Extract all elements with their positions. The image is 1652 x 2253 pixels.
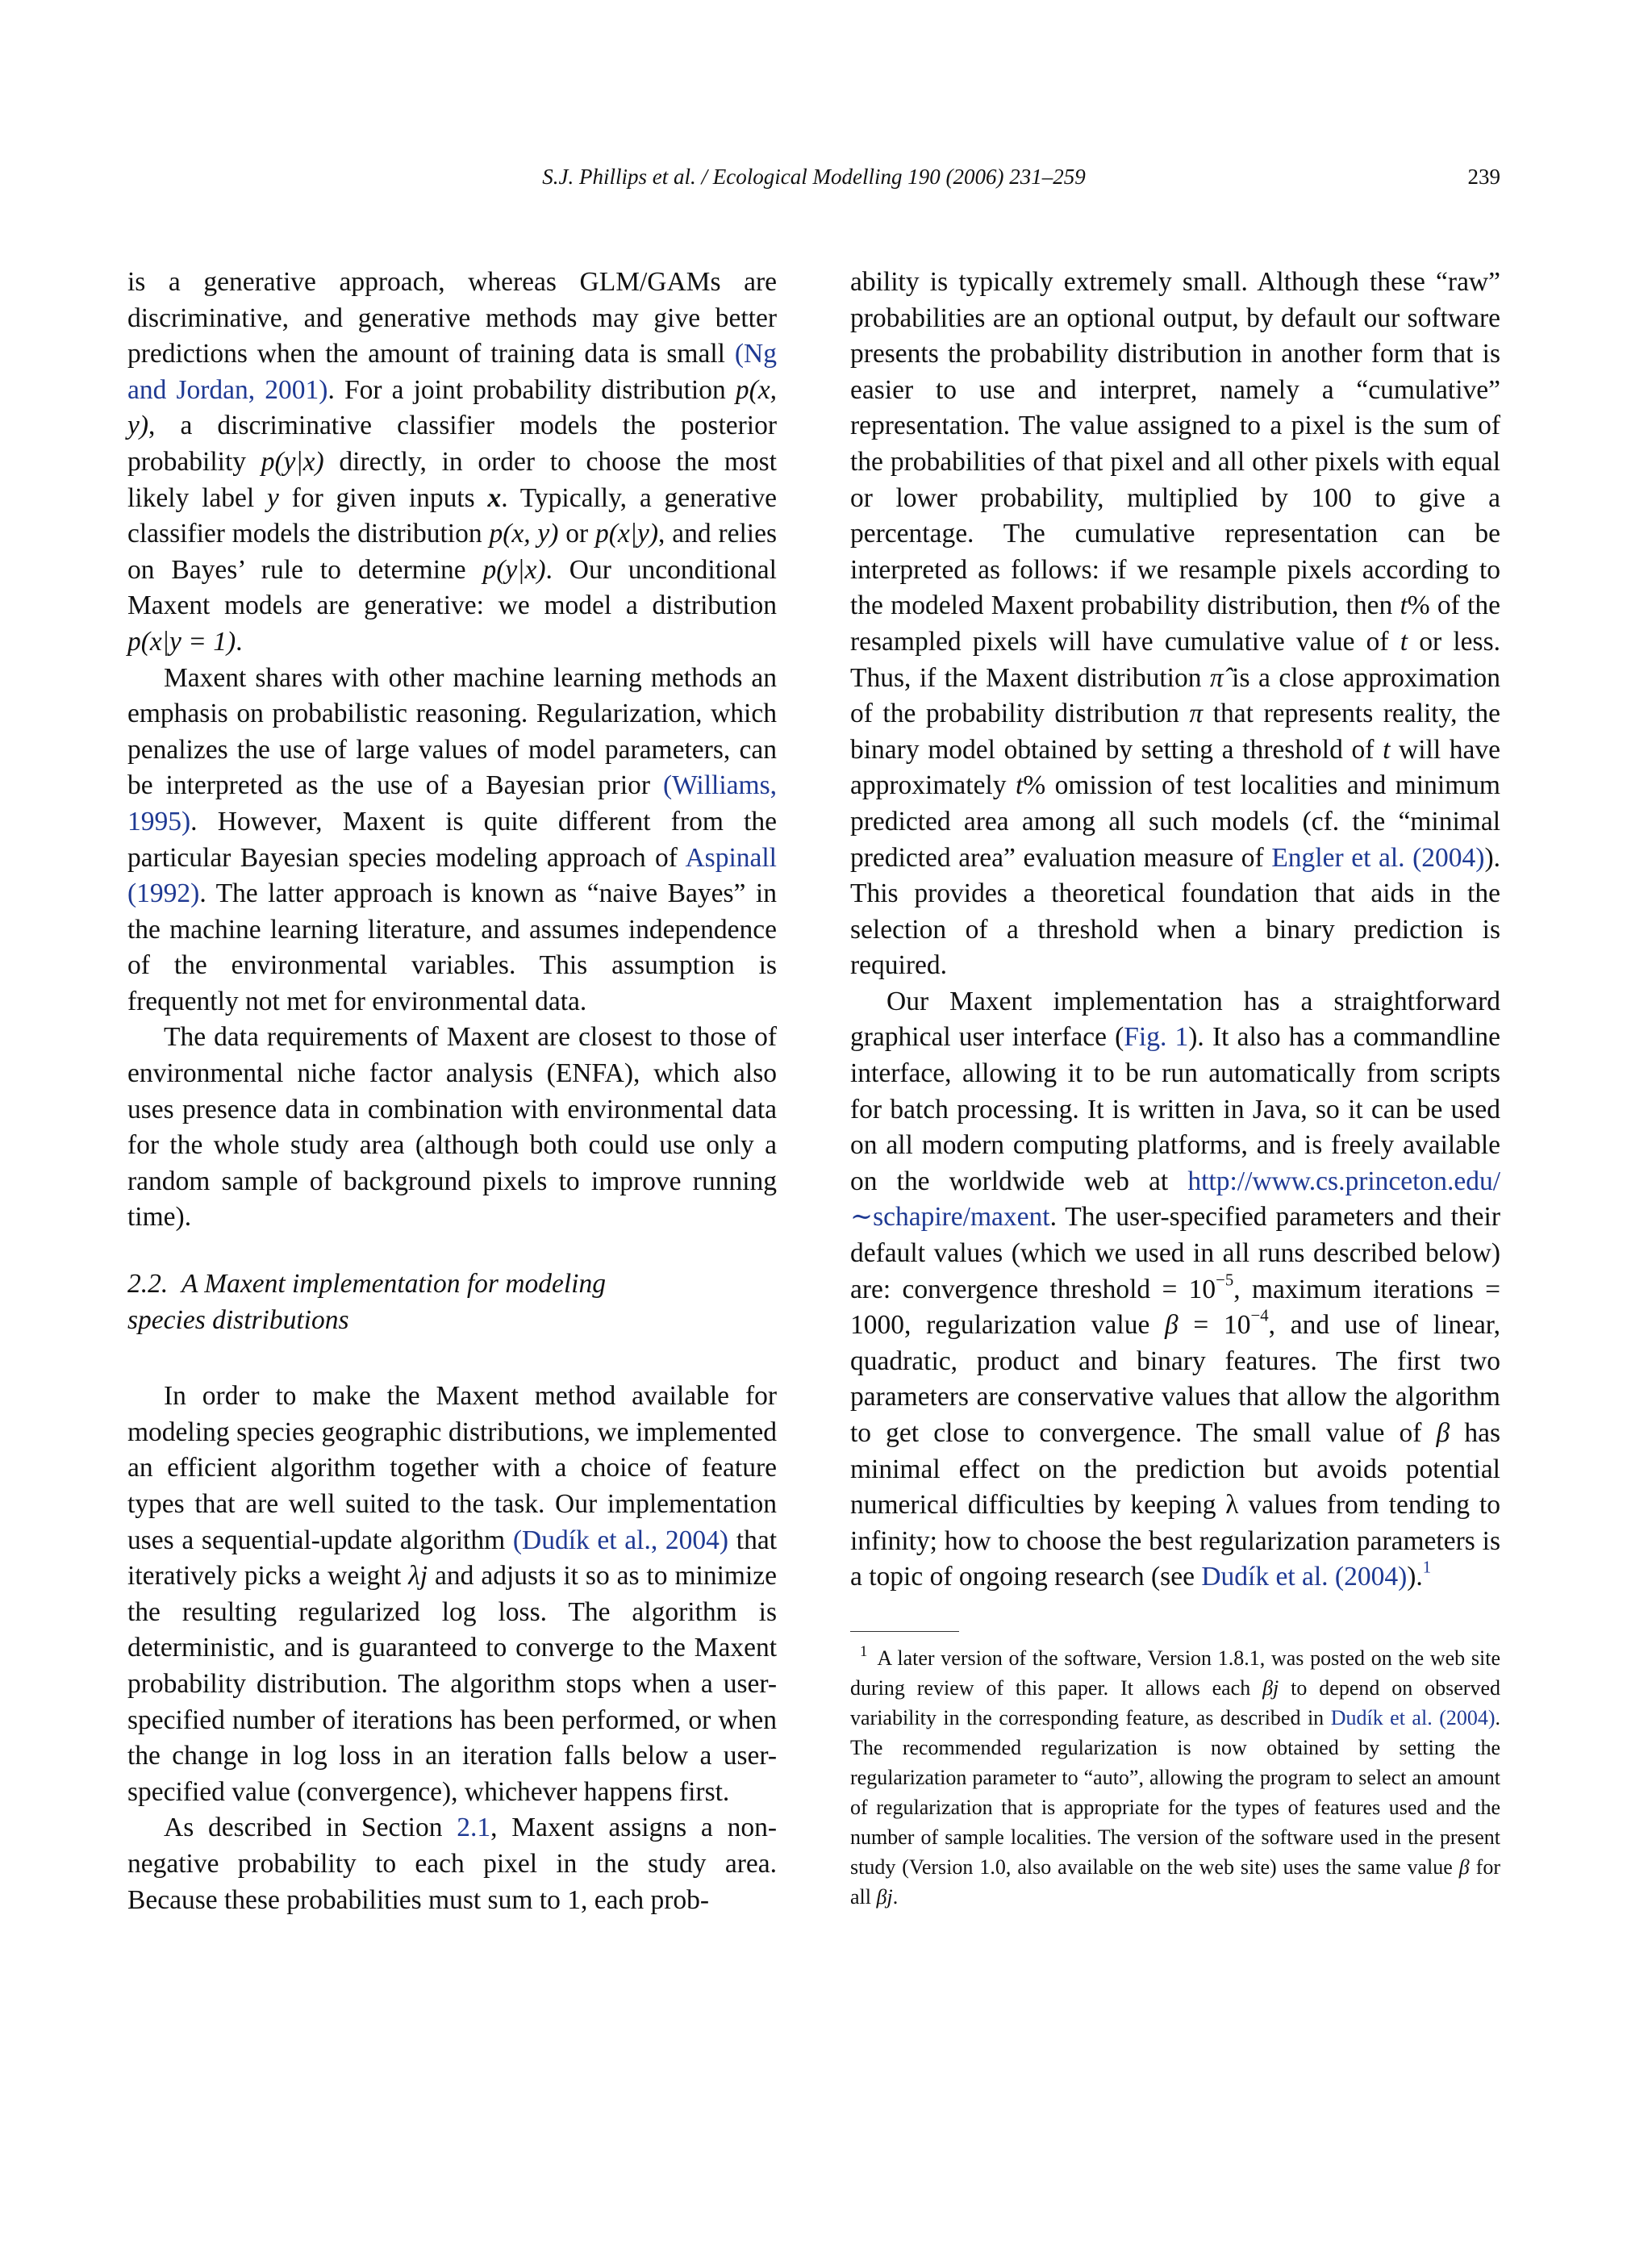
math: t <box>1015 770 1024 801</box>
citation-link[interactable]: Aspinall (1992) <box>127 842 777 909</box>
section-heading: 2.2. A Maxent implementation for modeling species distributions <box>127 1269 606 1335</box>
url-link[interactable]: http://www.cs.princeton.edu/∼schapire/maxent <box>850 1166 1500 1233</box>
math: x <box>487 482 502 513</box>
math: p(x, y) <box>489 519 559 549</box>
math: p(x|y = 1) <box>127 626 236 657</box>
math: y <box>267 482 279 513</box>
math: λj <box>408 1561 428 1592</box>
math: π <box>1189 699 1204 729</box>
math: β <box>1436 1418 1450 1448</box>
math: π̂ <box>1209 662 1224 693</box>
math: p(x, y) <box>127 374 777 441</box>
math: t <box>1400 590 1408 621</box>
paragraph: The data requirements of Maxent are closest to those of environmental niche factor analysis (ENFA), which also uses presence data in combination with environmental data for the whole study area (although both could use only a random sample of background pixels to improve running time). <box>127 1022 777 1233</box>
page-number: 239 <box>1467 165 1500 189</box>
running-title: S.J. Phillips et al. / Ecological Modelling 190 (2006) 231–259 <box>542 165 1086 189</box>
footnote: $^1$ A later version of the software, Version 1.8.1, was posted on the web site during review of this paper. It allows each βj to depend on observed variability in the corresponding feature, as described in Dudík et al. (2004). The recommended regularization is now obtained by setting the regularization parameter to “auto”, allowing the program to select an amount of regularization that is appropriate for the types of features used and the number of sample localities. The version of the software used in the present study (Version 1.0, also available on the web site) uses the same value β for all βj. <box>850 1642 1501 1909</box>
citation-link[interactable]: Engler et al. (2004) <box>1271 842 1485 873</box>
citation-link[interactable]: (Williams, 1995) <box>127 770 777 837</box>
math: β <box>1458 1855 1470 1879</box>
math: p(x|y) <box>595 519 659 549</box>
math: βj <box>1262 1675 1279 1700</box>
right-column <box>850 265 1500 1912</box>
footnote-ref[interactable]: 1 <box>1422 1558 1432 1577</box>
math: βj <box>876 1884 893 1909</box>
math: p(y|x) <box>482 554 546 585</box>
citation-link[interactable]: (Ng and Jordan, 2001) <box>127 339 777 405</box>
left-column <box>127 265 777 1918</box>
paragraph: ability is typically extremely small. Although these “raw” probabilities are an optional output, by default our software presents the probability distribution in another form that is easier to use and interpret, namely a “cumulative” representation. The value assigned to a pixel is the sum of the probabilities of that pixel and all other pixels with equal or lower probability, multiplied by 100 to give a percentage. The cumulative representation can be interpreted as follows: if we resample pixels according to the modeled Maxent probability distribution, then t% of the resampled pixels will have cumulative value of t or less. Thus, if the Maxent distribution π̂ is a close approximation of the probability distribution π that represents reality, the binary model obtained by setting a threshold of t will have approximately t% omission of test localities and minimum predicted area among all such models (cf. the “minimal predicted area” evaluation measure of Engler et al. (2004)). This provides a theoretical foundation that aids in the selection of a threshold when a binary prediction is required. <box>850 267 1501 981</box>
math: p(y|x) <box>261 446 324 477</box>
section-link[interactable]: 2.1 <box>457 1813 491 1843</box>
paragraph: As described in Section 2.1, Maxent assigns a non-negative probability to each pixel in the study area. Because these probabilities must sum to 1, each prob- <box>127 1813 777 1915</box>
footnote-divider <box>850 1631 959 1632</box>
paragraph: In order to make the Maxent method available for modeling species geographic distributions, we implemented an efficient algorithm together with a choice of feature types that are well suited to the task. Our implementation uses a sequential-update algorithm (Dudík et al., 2004) that iteratively picks a weight λj and adjusts it so as to minimize the resulting regularized log loss. The algorithm is deterministic, and is guaranteed to converge to the Maxent probability distribution. The algorithm stops when a user-specified number of iterations has been performed, or when the change in log loss in an iteration falls below a user-specified value (convergence), whichever happens first. <box>127 1381 777 1807</box>
citation-link[interactable]: Dudík et al. (2004) <box>1330 1705 1496 1729</box>
citation-link[interactable]: (Dudík et al., 2004) <box>512 1525 729 1555</box>
math: β <box>1165 1310 1179 1341</box>
running-header <box>127 165 1500 197</box>
figure-link[interactable]: Fig. 1 <box>1124 1022 1189 1053</box>
citation-link[interactable]: Dudík et al. (2004) <box>1201 1562 1408 1592</box>
math: t <box>1383 734 1391 765</box>
paragraph: Maxent shares with other machine learning methods an emphasis on probabilistic reasoning. Regularization, which penalizes the use of large values of model parameters, can be interpreted as the use of a Bayesian prior (Williams, 1995). However, Maxent is quite different from the particular Bayesian species modeling approach of Aspinall (1992). The latter approach is known as “naive Bayes” in the machine learning literature, and assumes independence of the environmental variables. This assumption is frequently not met for environmental data. <box>127 662 777 1016</box>
paragraph: is a generative approach, whereas GLM/GAMs are discriminative, and generative methods may give better predictions when the amount of training data is small (Ng and Jordan, 2001). For a joint probability distribution p(x, y), a discriminative classifier models the posterior probability p(y|x) directly, in order to choose the most likely label y for given inputs x. Typically, a generative classifier models the distribution p(x, y) or p(x|y), and relies on Bayes’ rule to determine p(y|x). Our unconditional Maxent models are generative: we model a distribution p(x|y = 1). <box>127 267 778 657</box>
math: t <box>1400 626 1408 657</box>
paragraph: Our Maxent implementation has a straightforward graphical user interface (Fig. 1). It also has a commandline interface, allowing it to be run automatically from scripts for batch processing. It is written in Java, so it can be used on all modern computing platforms, and is freely available on the worldwide web at http://www.cs.princeton.edu/∼schapire/maxent. The user-specified parameters and their default values (which we used in all runs described below) are: convergence threshold = $10^{-5}$, maximum iterations = 1000, regularization value $\beta = 10^{-4}$, and use of linear, quadratic, product and binary features. The first two parameters are conservative values that allow the algorithm to get close to convergence. The small value of β has minimal effect on the prediction but avoids potential numerical difficulties by keeping λ values from tending to infinity; how to choose the best regularization parameters is a topic of ongoing research (see Dudík et al. (2004)).$^1$ <box>850 986 1501 1592</box>
footnote-mark: 1 <box>860 1642 868 1660</box>
